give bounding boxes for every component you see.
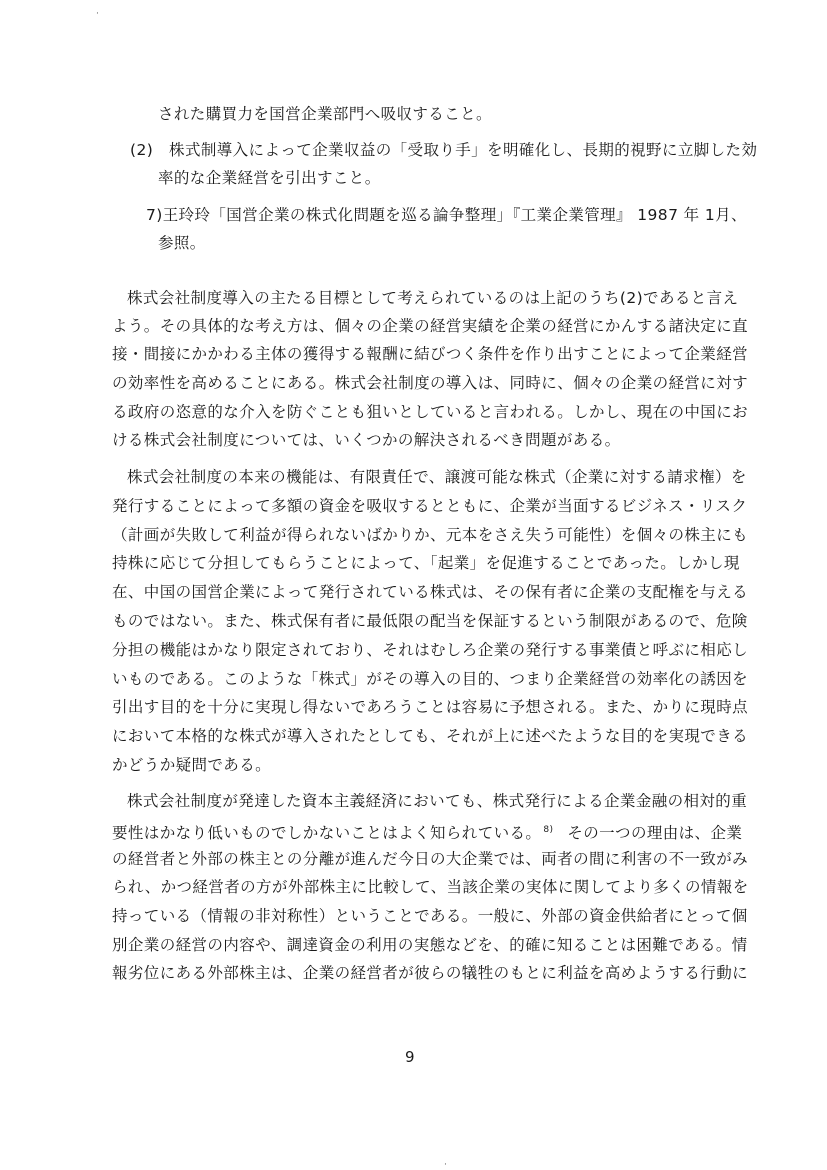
body-line: （計画が失敗して利益が得られないばかりか、元本をさえ失う可能性）を個々の株主にも (112, 526, 749, 544)
body-line: られ、かつ経営者の方が外部株主に比較して、当該企業の実体に関してより多くの情報を (112, 878, 749, 896)
footnote-7: 7)王玲玲「国営企業の株式化問題を巡る論争整理」『工業企業管理』 1987 年 1月、 (146, 206, 747, 224)
list-item-2-cont: 率的な企業経営を引出すこと。 (158, 169, 381, 187)
footnote-ref-8: 8) (543, 825, 554, 835)
body-line: の経営者と外部の株主との分離が進んだ今日の大企業では、両者の間に利害の不一致がみ (112, 850, 749, 868)
scan-speck: · (444, 1160, 447, 1170)
body-line: の効率性を高めることにある。株式会社制度の導入は、同時に、個々の企業の経営に対す (112, 374, 749, 392)
body-line: 引出す目的を十分に実現し得ないであろうことは容易に予想される。また、かりに現時点 (112, 698, 749, 716)
footnote-7-cont: 参照。 (158, 234, 206, 252)
body-line: ける株式会社制度については、いくつかの解決されるべき問題がある。 (112, 431, 621, 449)
body-line: かどうか疑問である。 (112, 756, 272, 774)
body-line: 発行することによって多額の資金を吸収するとともに、企業が当面するビジネス・リスク (112, 497, 748, 515)
body-line: 株式会社制度の本来の機能は、有限責任で、譲渡可能な株式（企業に対する請求権）を (127, 468, 747, 486)
body-line: 報劣位にある外部株主は、企業の経営者が彼らの犠牲のもとに利益を高めようする行動に (112, 964, 749, 982)
page-number: 9 (405, 1048, 415, 1066)
body-line: 別企業の経営の内容や、調達資金の利用の実態などを、的確に知ることは困難である。情 (112, 936, 748, 954)
scan-speck: · (96, 9, 99, 19)
body-line: よう。その具体的な考え方は、個々の企業の経営実績を企業の経営にかんする諸決定に直 (112, 317, 749, 335)
body-line: 持っている（情報の非対称性）ということである。一般に、外部の資金供給者にとって個 (112, 907, 748, 925)
text-line: された購買力を国営企業部門へ吸収すること。 (158, 105, 492, 123)
body-line: ものではない。また、株式保有者に最低限の配当を保証するという制限があるので、危険 (112, 612, 748, 630)
body-line: 株式会社制度導入の主たる目標として考えられているのは上記のうち(2)であると言え (127, 289, 739, 307)
body-line: 分担の機能はかなり限定されており、それはむしろ企業の発行する事業債と呼ぶに相応し (112, 641, 749, 659)
body-line: において本格的な株式が導入されたとしても、それが上に述べたような目的を実現できる (112, 727, 749, 745)
body-line: る政府の恣意的な介入を防ぐことも狙いとしていると言われる。しかし、現在の中国にお (112, 403, 749, 421)
body-line: 接・間接にかかわる主体の獲得する報酬に結びつく条件を作り出すことによって企業経営 (112, 345, 749, 363)
body-line: 持株に応じて分担してもらうことによって、「起業」を促進することであった。しかし現 (112, 554, 740, 572)
body-line: 在、中国の国営企業によって発行されている株式は、その保有者に企業の支配権を与える (112, 583, 749, 601)
body-line: いものである。このような「株式」がその導入の目的、つまり企業経営の効率化の誘因を (112, 670, 749, 688)
body-text: その一つの理由は、企業 (567, 824, 743, 843)
body-text: 要性はかなり低いものでしかないことはよく知られている。 (112, 824, 542, 843)
body-line: 株式会社制度が発達した資本主義経済においても、株式発行による企業金融の相対的重 (127, 792, 748, 810)
body-line (112, 820, 742, 843)
list-item-2: (2) 株式制導入によって企業収益の「受取り手」を明確化し、長期的視野に立脚した効 (130, 141, 758, 159)
